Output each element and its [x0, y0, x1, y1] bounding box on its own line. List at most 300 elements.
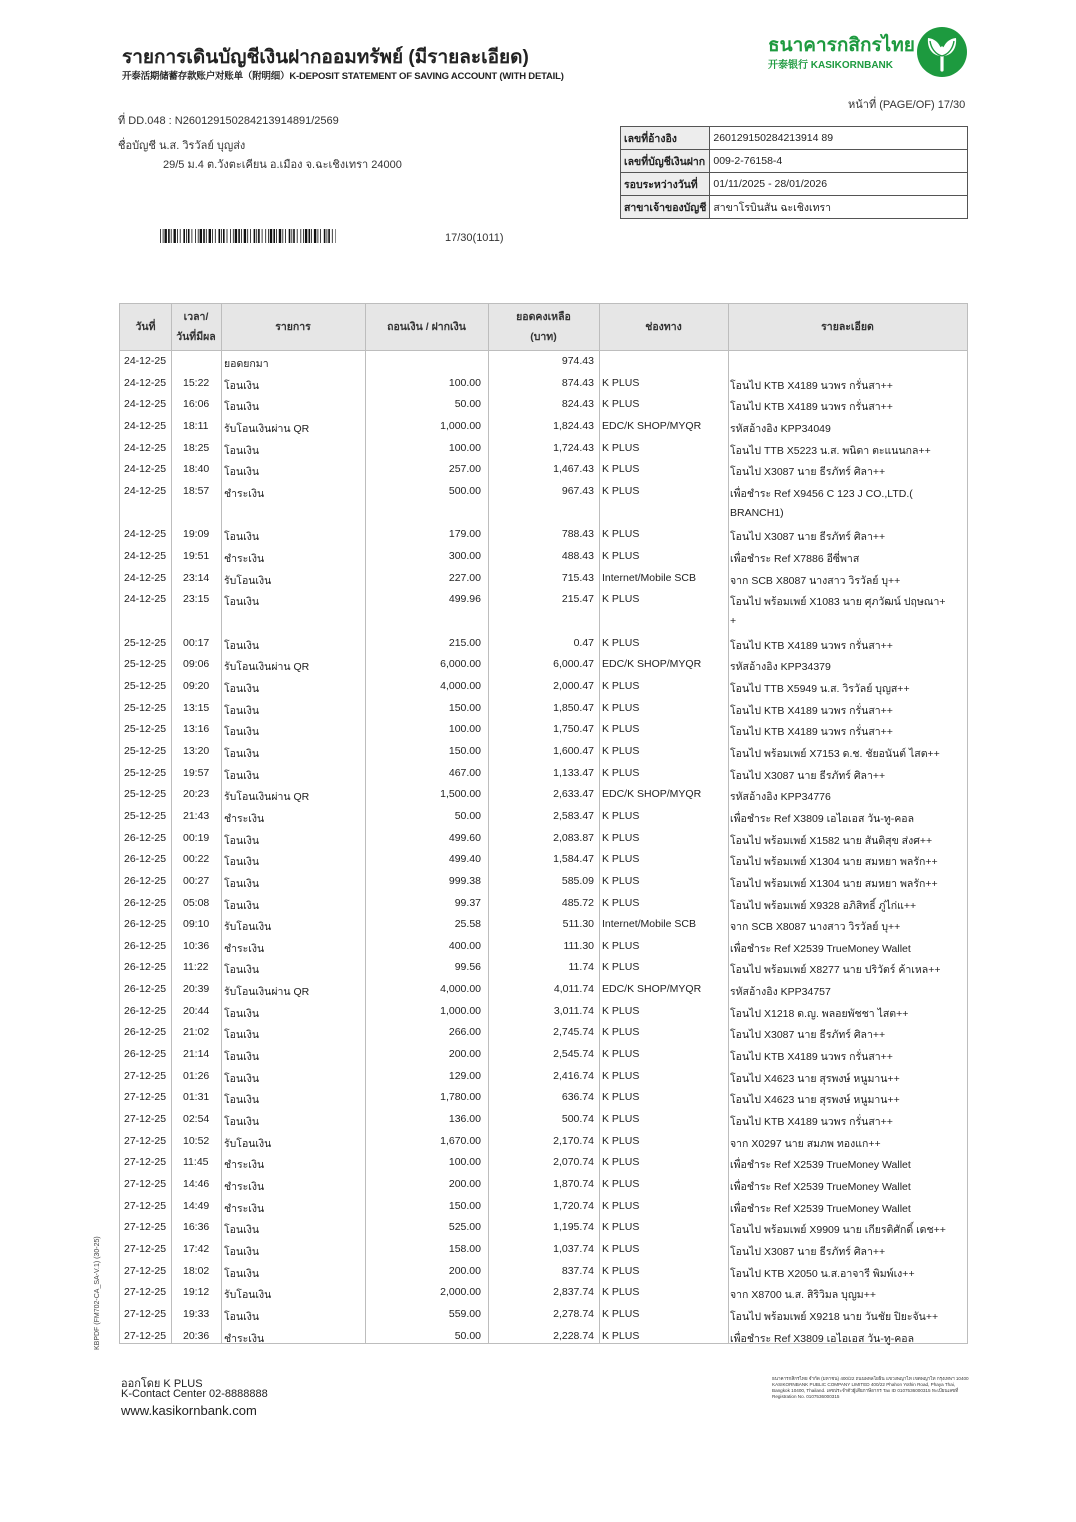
cell-detail: โอนไป พร้อมเพย์ X1304 นาย สมหยา พลรัก++ — [730, 856, 938, 869]
cell-balance: 824.43 — [561, 398, 594, 411]
cell-date: 24-12-25 — [124, 484, 167, 497]
cell-amount: 50.00 — [454, 809, 481, 822]
cell-balance: 2,633.47 — [553, 788, 594, 801]
cell-channel: EDC/K SHOP/MYQR — [602, 658, 702, 671]
cell-description: รับโอนเงิน — [224, 574, 272, 587]
cell-amount: 100.00 — [448, 441, 481, 454]
cell-amount: 50.00 — [454, 398, 481, 411]
cell-detail: เพื่อชำระ Ref X2539 TrueMoney Wallet — [730, 1181, 911, 1194]
cell-balance: 2,278.74 — [553, 1308, 594, 1321]
cell-time: 18:57 — [183, 484, 210, 497]
cell-detail: โอนไป X4623 นาย สุรพงษ์ หนูมาน++ — [730, 1094, 900, 1107]
cell-date: 27-12-25 — [124, 1286, 167, 1299]
cell-detail: โอนไป X1218 ด.ญ. พลอยพัชชา ไสต++ — [730, 1007, 909, 1020]
cell-channel: K PLUS — [602, 1221, 640, 1234]
cell-channel: K PLUS — [602, 853, 640, 866]
cell-date: 24-12-25 — [124, 528, 167, 541]
cell-date: 27-12-25 — [124, 1113, 167, 1126]
info-label: เลขที่อ้างอิง — [621, 127, 710, 150]
cell-channel: K PLUS — [602, 1048, 640, 1061]
cell-time: 19:12 — [183, 1286, 210, 1299]
cell-time: 20:23 — [183, 788, 210, 801]
cell-balance: 2,837.74 — [553, 1286, 594, 1299]
cell-detail: โอนไป พร้อมเพย์ X9218 นาย วันชัย ปิยะจัน++ — [730, 1311, 939, 1324]
statement-title: รายการเดินบัญชีเงินฝากออมทรัพย์ (มีรายละเอียด) — [122, 47, 529, 68]
cell-detail: โอนไป พร้อมเพย์ X8277 นาย ปริวัตร์ ค้าเหล++ — [730, 964, 941, 977]
cell-description: โอนเงิน — [224, 726, 260, 739]
cell-balance: 1,467.43 — [553, 463, 594, 476]
cell-time: 21:14 — [183, 1048, 210, 1061]
cell-channel: K PLUS — [602, 1069, 640, 1082]
cell-detail-continued: + — [730, 614, 737, 627]
cell-channel: Internet/Mobile SCB — [602, 571, 696, 584]
col-header-time — [171, 304, 221, 350]
cell-amount: 158.00 — [448, 1243, 481, 1256]
cell-balance: 1,824.43 — [553, 419, 594, 432]
cell-channel: K PLUS — [602, 701, 640, 714]
account-info-table — [620, 126, 968, 219]
cell-balance: 874.43 — [561, 376, 594, 389]
cell-detail: รหัสอ้างอิง KPP34049 — [730, 422, 831, 435]
cell-balance: 1,584.47 — [553, 853, 594, 866]
cell-date: 24-12-25 — [124, 376, 167, 389]
cell-description: โอนเงิน — [224, 596, 260, 609]
cell-channel: K PLUS — [602, 961, 640, 974]
cell-detail: โอนไป KTB X4189 นวพร กรั่นสา++ — [730, 1116, 893, 1129]
cell-channel: K PLUS — [602, 1156, 640, 1169]
cell-balance: 2,545.74 — [553, 1048, 594, 1061]
cell-amount: 467.00 — [448, 766, 481, 779]
col-header-channel: ช่องทาง — [645, 321, 682, 333]
cell-channel: K PLUS — [602, 398, 640, 411]
cell-date: 24-12-25 — [124, 441, 167, 454]
cell-description: ยอดยกมา — [224, 358, 269, 370]
cell-description: โอนเงิน — [224, 466, 260, 479]
cell-detail: จาก X0297 นาย สมภพ ทองแก++ — [730, 1137, 881, 1150]
cell-balance: 1,850.47 — [553, 701, 594, 714]
cell-description: โอนเงิน — [224, 379, 260, 392]
cell-time: 17:42 — [183, 1243, 210, 1256]
cell-amount: 99.56 — [454, 961, 481, 974]
col-header-detail: รายละเอียด — [821, 321, 874, 333]
cell-description: โอนเงิน — [224, 639, 260, 652]
cell-date: 24-12-25 — [124, 549, 167, 562]
cell-date: 26-12-25 — [124, 874, 167, 887]
cell-detail: เพื่อชำระ Ref X2539 TrueMoney Wallet — [730, 942, 911, 955]
cell-amount: 25.58 — [454, 918, 481, 931]
cell-detail: จาก SCB X8087 นางสาว วิรวัลย์ บุ++ — [730, 921, 901, 934]
cell-channel: K PLUS — [602, 593, 640, 606]
cell-amount: 200.00 — [448, 1178, 481, 1191]
cell-balance: 6,000.47 — [553, 658, 594, 671]
cell-time: 23:15 — [183, 593, 210, 606]
cell-balance: 1,133.47 — [553, 766, 594, 779]
cell-description: โอนเงิน — [224, 401, 260, 414]
cell-channel: K PLUS — [602, 528, 640, 541]
cell-amount: 499.60 — [448, 831, 481, 844]
info-value: สาขาโรบินสัน ฉะเชิงเทรา — [710, 196, 968, 219]
cell-time: 16:06 — [183, 398, 210, 411]
cell-time: 10:36 — [183, 939, 210, 952]
barcode-number: 17/30(1011) — [445, 232, 504, 244]
cell-time: 19:09 — [183, 528, 210, 541]
cell-date: 26-12-25 — [124, 983, 167, 996]
info-row-branch — [621, 196, 968, 219]
cell-channel: K PLUS — [602, 809, 640, 822]
cell-balance: 1,720.74 — [553, 1199, 594, 1212]
cell-description: โอนเงิน — [224, 1311, 260, 1324]
cell-channel: K PLUS — [602, 1264, 640, 1277]
cell-detail: เพื่อชำระ Ref X2539 TrueMoney Wallet — [730, 1159, 911, 1172]
cell-channel: K PLUS — [602, 679, 640, 692]
document-reference: ที่ DD.048 : N260129150284213914891/2569 — [118, 115, 339, 127]
cell-channel: K PLUS — [602, 1004, 640, 1017]
cell-time: 20:36 — [183, 1329, 210, 1342]
cell-channel: Internet/Mobile SCB — [602, 918, 696, 931]
cell-time: 13:16 — [183, 723, 210, 736]
cell-time: 18:11 — [183, 419, 209, 432]
account-name: ชื่อบัญชี น.ส. วิรวัลย์ บุญส่ง — [118, 140, 246, 152]
cell-date: 25-12-25 — [124, 723, 167, 736]
cell-time: 00:22 — [183, 853, 210, 866]
cell-date: 25-12-25 — [124, 701, 167, 714]
cell-channel: K PLUS — [602, 1286, 640, 1299]
cell-time: 18:25 — [183, 441, 210, 454]
cell-description: รับโอนเงิน — [224, 921, 272, 934]
cell-amount: 499.40 — [448, 853, 481, 866]
cell-amount: 50.00 — [454, 1329, 481, 1342]
cell-balance: 2,000.47 — [553, 679, 594, 692]
cell-amount: 215.00 — [448, 636, 481, 649]
cell-channel: K PLUS — [602, 766, 640, 779]
cell-date: 26-12-25 — [124, 1048, 167, 1061]
cell-time: 20:44 — [183, 1004, 210, 1017]
bank-fine-print: ธนาคารกสิกรไทย จำกัด (มหาชน) 400/22 ถนนพหลโยธิน แขวงพญาไท เขตพญาไท กรุงเทพฯ 10400 KASIKORNBANK PUBLIC COMPANY LIMITED 400/22 Phahon Yothin Road, Phaya Thai, Bangkok 10400, Thailand. เลขประจำตัวผู้เสียภาษีอากร Tax ID 0107536000315 ทะเบียนเลขที่ Registration No. 0107536000315 — [772, 1376, 969, 1399]
cell-date: 26-12-25 — [124, 961, 167, 974]
cell-amount: 4,000.00 — [440, 983, 481, 996]
cell-amount: 100.00 — [448, 723, 481, 736]
cell-amount: 1,000.00 — [440, 419, 481, 432]
cell-amount: 100.00 — [448, 376, 481, 389]
cell-description: โอนเงิน — [224, 1246, 260, 1259]
cell-description: โอนเงิน — [224, 1224, 260, 1237]
cell-channel: K PLUS — [602, 1026, 640, 1039]
cell-time: 09:06 — [183, 658, 210, 671]
cell-balance: 2,416.74 — [553, 1069, 594, 1082]
info-row-account-number — [621, 150, 968, 173]
col-header-description: รายการ — [275, 321, 311, 333]
cell-description: โอนเงิน — [224, 1116, 260, 1129]
cell-balance: 2,083.87 — [553, 831, 594, 844]
cell-balance: 511.30 — [562, 918, 594, 931]
cell-time: 16:36 — [183, 1221, 210, 1234]
cell-amount: 1,670.00 — [440, 1134, 481, 1147]
cell-balance: 1,037.74 — [553, 1243, 594, 1256]
cell-channel: K PLUS — [602, 441, 640, 454]
table-header — [120, 304, 967, 351]
cell-balance: 111.30 — [563, 939, 594, 952]
cell-description: โอนเงิน — [224, 444, 260, 457]
cell-description: โอนเงิน — [224, 1072, 260, 1085]
cell-description: โอนเงิน — [224, 834, 260, 847]
cell-detail: โอนไป พร้อมเพย์ X9328 อภิสิทธิ์ ภู่ไก่แ++ — [730, 899, 917, 912]
cell-time: 19:33 — [183, 1308, 210, 1321]
cell-description: โอนเงิน — [224, 856, 260, 869]
cell-amount: 2,000.00 — [440, 1286, 481, 1299]
column-divider — [599, 304, 600, 1343]
cell-detail: โอนไป TTB X5223 น.ส. พนิดา ตะแนนกล++ — [730, 444, 931, 457]
cell-channel: K PLUS — [602, 1113, 640, 1126]
cell-amount: 525.00 — [448, 1221, 481, 1234]
bank-name-english: 开泰银行 KASIKORNBANK — [768, 60, 893, 71]
cell-detail: เพื่อชำระ Ref X7886 อีซี่พาส — [730, 552, 860, 565]
cell-detail: โอนไป KTB X4189 นวพร กรั่นสา++ — [730, 639, 893, 652]
info-value: 01/11/2025 - 28/01/2026 — [710, 173, 968, 196]
cell-date: 25-12-25 — [124, 744, 167, 757]
cell-amount: 400.00 — [448, 939, 481, 952]
column-divider — [488, 304, 489, 1343]
cell-description: โอนเงิน — [224, 1029, 260, 1042]
cell-description: ชำระเงิน — [224, 552, 265, 565]
info-value: 009-2-76158-4 — [710, 150, 968, 173]
cell-date: 24-12-25 — [124, 398, 167, 411]
cell-amount: 1,500.00 — [440, 788, 481, 801]
column-divider — [728, 304, 729, 1343]
cell-balance: 2,070.74 — [553, 1156, 594, 1169]
cell-channel: K PLUS — [602, 636, 640, 649]
cell-date: 27-12-25 — [124, 1091, 167, 1104]
cell-description: รับโอนเงินผ่าน QR — [224, 661, 310, 674]
cell-amount: 559.00 — [448, 1308, 481, 1321]
col-header-time-line1: เวลา/ — [183, 311, 209, 323]
cell-channel: K PLUS — [602, 1134, 640, 1147]
cell-detail: เพื่อชำระ Ref X9456 C 123 J CO.,LTD.( — [730, 487, 913, 500]
cell-balance: 500.74 — [561, 1113, 594, 1126]
cell-date: 25-12-25 — [124, 679, 167, 692]
cell-date: 26-12-25 — [124, 1026, 167, 1039]
bank-name-thai: ธนาคารกสิกรไทย — [768, 35, 915, 56]
cell-description: โอนเงิน — [224, 1007, 260, 1020]
cell-time: 13:20 — [183, 744, 210, 757]
cell-detail: โอนไป KTB X4189 นวพร กรั่นสา++ — [730, 704, 893, 717]
cell-detail: โอนไป พร้อมเพย์ X7153 ด.ช. ชัยอนันต์ ไสต++ — [730, 747, 940, 760]
cell-balance: 636.74 — [561, 1091, 594, 1104]
column-divider — [171, 304, 172, 1343]
cell-channel: K PLUS — [602, 744, 640, 757]
cell-amount: 200.00 — [448, 1264, 481, 1277]
cell-channel: K PLUS — [602, 1199, 640, 1212]
cell-description: ชำระเงิน — [224, 487, 265, 500]
cell-date: 27-12-25 — [124, 1329, 167, 1342]
col-header-amount: ถอนเงิน / ฝากเงิน — [387, 321, 466, 333]
cell-detail-continued: BRANCH1) — [730, 506, 784, 519]
cell-amount: 499.96 — [448, 593, 481, 606]
cell-description: โอนเงิน — [224, 747, 260, 760]
cell-description: โอนเงิน — [224, 769, 260, 782]
cell-amount: 266.00 — [448, 1026, 481, 1039]
cell-description: โอนเงิน — [224, 877, 260, 890]
cell-channel: K PLUS — [602, 1091, 640, 1104]
cell-detail: โอนไป KTB X4189 นวพร กรั่นสา++ — [730, 1051, 893, 1064]
cell-balance: 4,011.74 — [553, 983, 594, 996]
cell-date: 27-12-25 — [124, 1156, 167, 1169]
bank-website-link[interactable]: www.kasikornbank.com — [121, 1403, 257, 1418]
cell-detail: โอนไป X3087 นาย ธีรภัทร์ ศิลา++ — [730, 466, 886, 479]
cell-detail: รหัสอ้างอิง KPP34757 — [730, 986, 831, 999]
cell-date: 27-12-25 — [124, 1199, 167, 1212]
info-label: รอบระหว่างวันที่ — [621, 173, 710, 196]
cell-detail: เพื่อชำระ Ref X3809 เอไอเอส วัน-ทู-คอล — [730, 1332, 915, 1345]
issued-by: ออกโดย K PLUS — [121, 1378, 203, 1390]
cell-amount: 999.38 — [448, 874, 481, 887]
cell-balance: 485.72 — [561, 896, 594, 909]
cell-description: ชำระเงิน — [224, 1202, 265, 1215]
cell-detail: โอนไป TTB X5949 น.ส. วิรวัลย์ บุญส++ — [730, 682, 910, 695]
cell-detail: โอนไป KTB X2050 น.ส.อาจารี พิมพ์เง++ — [730, 1267, 915, 1280]
cell-balance: 1,600.47 — [553, 744, 594, 757]
cell-date: 24-12-25 — [124, 571, 167, 584]
col-header-balance — [488, 304, 599, 350]
cell-description: โอนเงิน — [224, 1094, 260, 1107]
cell-description: โอนเงิน — [224, 682, 260, 695]
cell-channel: EDC/K SHOP/MYQR — [602, 788, 702, 801]
cell-date: 26-12-25 — [124, 939, 167, 952]
cell-date: 27-12-25 — [124, 1243, 167, 1256]
cell-date: 27-12-25 — [124, 1134, 167, 1147]
cell-balance: 1,724.43 — [553, 441, 594, 454]
column-divider — [221, 304, 222, 1343]
cell-time: 19:57 — [183, 766, 210, 779]
cell-description: รับโอนเงินผ่าน QR — [224, 791, 310, 804]
cell-balance: 837.74 — [561, 1264, 594, 1277]
cell-amount: 257.00 — [448, 463, 481, 476]
cell-detail: โอนไป KTB X4189 นวพร กรั่นสา++ — [730, 401, 893, 414]
cell-detail: โอนไป พร้อมเพย์ X9909 นาย เกียรติศักดิ์ เดช++ — [730, 1224, 946, 1237]
cell-date: 24-12-25 — [124, 593, 167, 606]
cell-balance: 2,170.74 — [553, 1134, 594, 1147]
cell-channel: K PLUS — [602, 549, 640, 562]
cell-date: 26-12-25 — [124, 1004, 167, 1017]
cell-time: 18:40 — [183, 463, 210, 476]
cell-amount: 227.00 — [448, 571, 481, 584]
cell-balance: 585.09 — [561, 874, 594, 887]
cell-detail: โอนไป พร้อมเพย์ X1304 นาย สมหยา พลรัก++ — [730, 877, 938, 890]
cell-description: โอนเงิน — [224, 531, 260, 544]
cell-description: ชำระเงิน — [224, 1159, 265, 1172]
cell-description: โอนเงิน — [224, 1051, 260, 1064]
cell-time: 00:19 — [183, 831, 210, 844]
cell-amount: 99.37 — [454, 896, 481, 909]
cell-detail: เพื่อชำระ Ref X2539 TrueMoney Wallet — [730, 1202, 911, 1215]
cell-channel: K PLUS — [602, 1243, 640, 1256]
cell-detail: โอนไป KTB X4189 นวพร กรั่นสา++ — [730, 726, 893, 739]
cell-description: ชำระเงิน — [224, 942, 265, 955]
info-value: 260129150284213914 89 — [710, 127, 968, 150]
cell-balance: 2,228.74 — [553, 1329, 594, 1342]
cell-balance: 488.43 — [561, 549, 594, 562]
cell-channel: K PLUS — [602, 939, 640, 952]
cell-description: โอนเงิน — [224, 704, 260, 717]
cell-amount: 150.00 — [448, 1199, 481, 1212]
cell-detail: โอนไป พร้อมเพย์ X1083 นาย ศุภวัฒน์ ปฤษณา+ — [730, 596, 946, 609]
cell-balance: 715.43 — [561, 571, 594, 584]
info-label: สาขาเจ้าของบัญชี — [621, 196, 710, 219]
cell-balance: 967.43 — [561, 484, 594, 497]
col-header-time-line2: วันที่มีผล — [176, 331, 216, 343]
cell-balance: 11.74 — [568, 961, 594, 974]
cell-time: 00:27 — [183, 874, 210, 887]
cell-time: 15:22 — [183, 376, 210, 389]
cell-amount: 200.00 — [448, 1048, 481, 1061]
cell-time: 18:02 — [183, 1264, 210, 1277]
cell-detail: จาก SCB X8087 นางสาว วิรวัลย์ บุ++ — [730, 574, 901, 587]
cell-time: 19:51 — [183, 549, 210, 562]
cell-date: 27-12-25 — [124, 1221, 167, 1234]
info-label: เลขที่บัญชีเงินฝาก — [621, 150, 710, 173]
cell-amount: 4,000.00 — [440, 679, 481, 692]
cell-balance: 974.43 — [561, 355, 594, 367]
cell-channel: K PLUS — [602, 376, 640, 389]
kasikorn-logo-icon — [916, 26, 968, 78]
cell-time: 11:22 — [183, 961, 209, 974]
cell-amount: 136.00 — [448, 1113, 481, 1126]
transactions-table — [119, 303, 968, 1344]
cell-amount: 150.00 — [448, 744, 481, 757]
cell-description: รับโอนเงิน — [224, 1289, 272, 1302]
cell-channel: K PLUS — [602, 1329, 640, 1342]
cell-time: 14:49 — [183, 1199, 210, 1212]
cell-date: 27-12-25 — [124, 1178, 167, 1191]
cell-balance: 3,011.74 — [553, 1004, 594, 1017]
cell-date: 26-12-25 — [124, 918, 167, 931]
cell-detail: รหัสอ้างอิง KPP34379 — [730, 661, 831, 674]
cell-date: 27-12-25 — [124, 1264, 167, 1277]
cell-amount: 179.00 — [448, 528, 481, 541]
cell-detail: โอนไป พร้อมเพย์ X1582 นาย สันติสุข ส่งศ++ — [730, 834, 933, 847]
cell-detail: รหัสอ้างอิง KPP34776 — [730, 791, 831, 804]
cell-date: 25-12-25 — [124, 766, 167, 779]
cell-amount: 100.00 — [448, 1156, 481, 1169]
cell-time: 20:39 — [183, 983, 210, 996]
cell-date: 26-12-25 — [124, 853, 167, 866]
cell-description: ชำระเงิน — [224, 812, 265, 825]
cell-balance: 1,870.74 — [553, 1178, 594, 1191]
statement-subtitle: 开泰活期储蓄存款账户对账单（附明细）K-DEPOSIT STATEMENT OF SAVING ACCOUNT (WITH DETAIL) — [122, 71, 564, 82]
cell-time: 09:20 — [183, 679, 210, 692]
cell-balance: 1,195.74 — [553, 1221, 594, 1234]
cell-date: 25-12-25 — [124, 636, 167, 649]
cell-channel: K PLUS — [602, 831, 640, 844]
contact-center: K-Contact Center 02-8888888 — [121, 1388, 268, 1400]
cell-channel: EDC/K SHOP/MYQR — [602, 419, 702, 432]
cell-description: รับโอนเงินผ่าน QR — [224, 986, 310, 999]
cell-time: 01:31 — [183, 1091, 210, 1104]
cell-channel: K PLUS — [602, 896, 640, 909]
cell-detail: โอนไป X3087 นาย ธีรภัทร์ ศิลา++ — [730, 1246, 886, 1259]
cell-detail: โอนไป X3087 นาย ธีรภัทร์ ศิลา++ — [730, 1029, 886, 1042]
cell-detail: จาก X8700 น.ส. สิริวิมล บุญม++ — [730, 1289, 876, 1302]
cell-balance: 2,583.47 — [553, 809, 594, 822]
cell-balance: 2,745.74 — [553, 1026, 594, 1039]
cell-time: 14:46 — [183, 1178, 210, 1191]
cell-time: 01:26 — [183, 1069, 210, 1082]
cell-detail: โอนไป KTB X4189 นวพร กรั่นสา++ — [730, 379, 893, 392]
account-address: 29/5 ม.4 ต.วังตะเคียน อ.เมือง จ.ฉะเชิงเทรา 24000 — [163, 159, 402, 171]
cell-date: 24-12-25 — [124, 355, 167, 367]
page-number: หน้าที่ (PAGE/OF) 17/30 — [848, 99, 966, 111]
info-row-reference — [621, 127, 968, 150]
cell-amount: 129.00 — [448, 1069, 481, 1082]
